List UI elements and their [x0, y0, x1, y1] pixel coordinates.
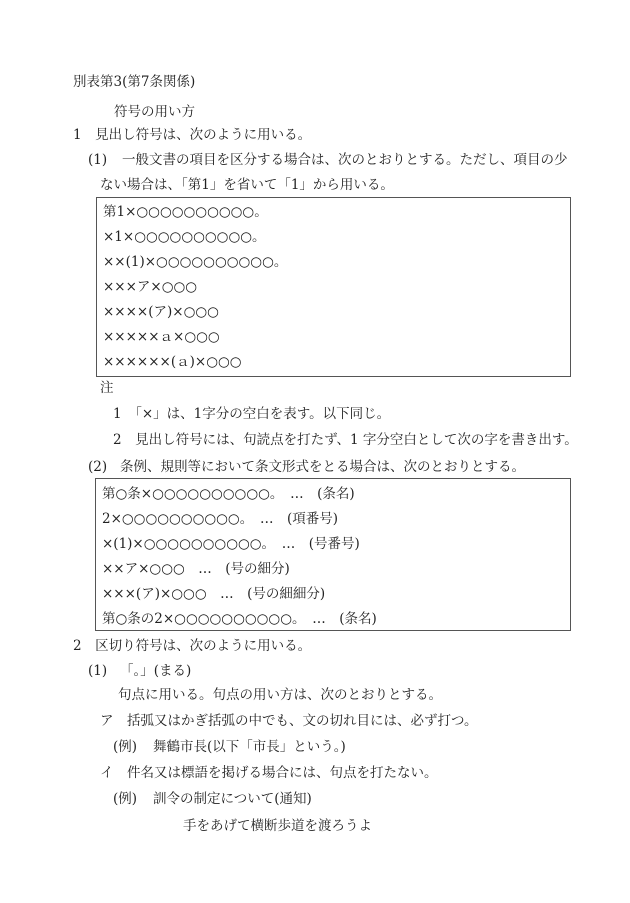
- example-line: ×××(ア)×○○○ … (号の細細分): [102, 586, 326, 602]
- item-1-text-line2: ない場合は、「第1」を省いて「1」から用いる。: [100, 177, 394, 193]
- sub-a-label: ア: [100, 713, 114, 729]
- sub-i-label: イ: [100, 765, 114, 781]
- item-2-text: 条例、規則等において条文形式をとる場合は、次のとおりとする。: [120, 459, 525, 475]
- sub-a-example: 舞鶴市長(以下「市長」という。): [153, 739, 346, 755]
- item-2-number: (2): [88, 459, 108, 475]
- example-line: ××ア×○○○ … (号の細分): [102, 561, 290, 577]
- example-line: ××××××(ａ)×○○○: [103, 354, 242, 370]
- sub-i-example-label: (例): [113, 791, 138, 807]
- sub-i-example-2: 手をあげて横断歩道を渡ろうよ: [183, 818, 372, 834]
- sub-a-text: 括弧又はかぎ括弧の中でも、文の切れ目には、必ず打つ。: [127, 713, 478, 729]
- s2-item-1-number: (1): [88, 663, 108, 679]
- example-line: 第○条の2×○○○○○○○○○○。 … (条名): [102, 611, 377, 627]
- item-1-text-line1: 一般文書の項目を区分する場合は、次のとおりとする。ただし、項目の少: [122, 152, 568, 168]
- section-1-heading: 1 見出し符号は、次のように用いる。: [73, 127, 312, 143]
- sub-a-example-label: (例): [113, 739, 138, 755]
- sub-i-text: 件名又は標語を掲げる場合には、句点を打たない。: [127, 765, 438, 781]
- appendix-header: 別表第3(第7条関係): [73, 74, 196, 90]
- example-line: ××××(ア)×○○○: [103, 304, 219, 320]
- s2-item-1-desc: 句点に用いる。句点の用い方は、次のとおりとする。: [118, 687, 442, 703]
- document-title: 符号の用い方: [114, 104, 195, 120]
- example-line: 第○条×○○○○○○○○○○。 … (条名): [102, 486, 355, 502]
- example-line: 第1×○○○○○○○○○○。: [103, 204, 268, 220]
- s2-item-1-text: 「。」(まる): [120, 663, 192, 679]
- sub-i-example-1: 訓令の制定について(通知): [153, 791, 312, 807]
- example-line: ×(1)×○○○○○○○○○○。 … (号番号): [102, 536, 360, 552]
- note-1: 1 「×」は、1字分の空白を表す。以下同じ。: [113, 406, 391, 422]
- note-2: 2 見出し符号には、句読点を打たず、1 字分空白として次の字を書き出す。: [113, 432, 578, 448]
- example-line: ×1×○○○○○○○○○○。: [103, 229, 266, 245]
- item-1-number: (1): [88, 152, 108, 168]
- example-line: ××(1)×○○○○○○○○○○。: [103, 254, 288, 270]
- example-box-general: [96, 197, 571, 377]
- example-box-articles: [95, 478, 571, 631]
- example-line: ×××××ａ×○○○: [103, 329, 220, 345]
- example-line: 2×○○○○○○○○○○。 … (項番号): [102, 511, 338, 527]
- section-2-heading: 2 区切り符号は、次のように用いる。: [73, 638, 312, 654]
- example-line: ×××ア×○○○: [103, 279, 198, 295]
- note-label: 注: [100, 380, 114, 396]
